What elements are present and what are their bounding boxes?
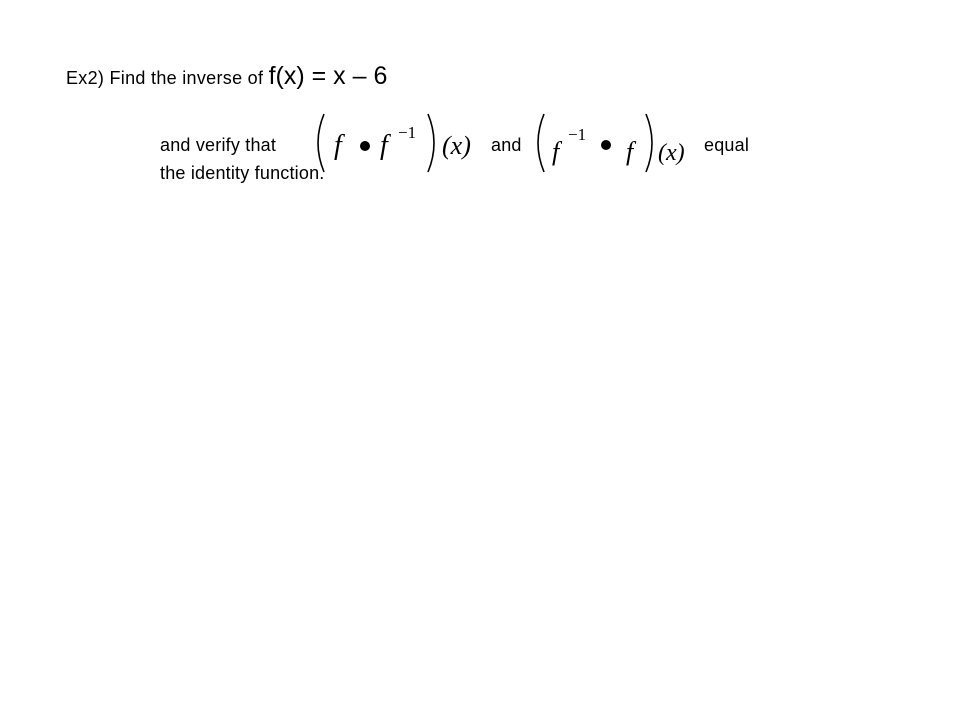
composition-f-of-finverse xyxy=(310,108,490,178)
inverse-exponent: −1 xyxy=(398,123,417,142)
inner-function: f xyxy=(626,137,634,166)
outer-function: f xyxy=(334,130,342,161)
compose-operator-dot xyxy=(601,140,611,150)
instruction-equal: equal xyxy=(704,135,750,155)
function-expression: f(x) = x – 6 xyxy=(268,62,388,90)
outer-function: f xyxy=(552,137,560,166)
inner-function: f xyxy=(380,130,388,161)
problem-prefix: Ex2) Find the inverse of xyxy=(66,68,269,88)
problem-statement xyxy=(66,64,387,89)
inverse-exponent: −1 xyxy=(568,125,587,144)
composition-finverse-of-f xyxy=(530,108,710,178)
variable-x: (x) xyxy=(442,131,471,160)
right-paren xyxy=(428,114,434,172)
right-paren xyxy=(646,114,652,172)
left-paren xyxy=(538,114,544,172)
compose-operator-dot xyxy=(360,141,370,151)
variable-x: (x) xyxy=(658,140,685,166)
instruction-identity: the identity function. xyxy=(160,163,325,183)
instruction-and: and xyxy=(491,135,522,155)
instruction-verify: and verify that xyxy=(160,135,277,155)
